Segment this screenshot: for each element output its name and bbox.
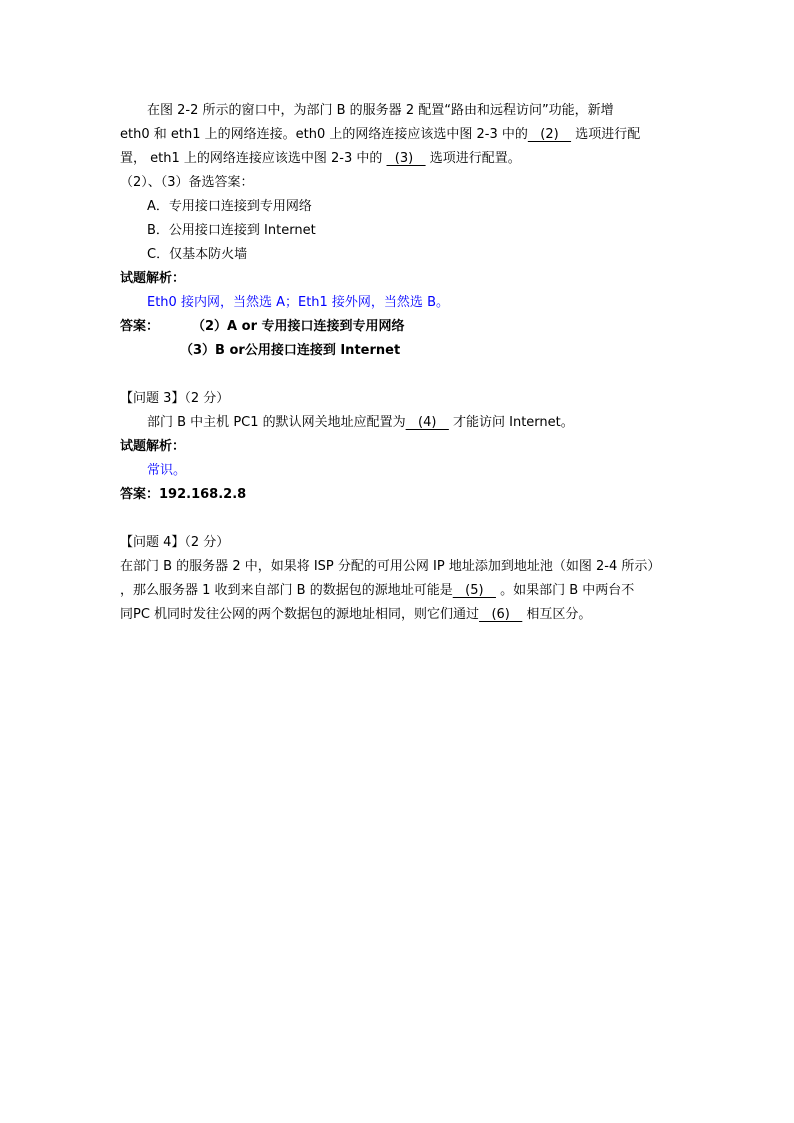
answer-line-2: （3）B or公用接口连接到 Internet — [180, 343, 401, 358]
q3-analysis-text: 常识。 — [147, 463, 187, 478]
q4-line-2 — [120, 582, 634, 600]
q3-heading: 【问题 3】（2 分） — [120, 391, 230, 406]
answer-blank-2: (2) — [527, 127, 572, 142]
q2-paragraph-line-3 — [120, 150, 521, 168]
q4-text: 。如果部门 B 中两台不 — [495, 583, 635, 598]
answer-blank-4: (4) — [405, 415, 449, 430]
q4-line-1: 在部门 B 的服务器 2 中，如果将 ISP 分配的可用公网 IP 地址添加到地址池（如图 2-4 所示） — [120, 559, 661, 574]
answer-blank-5: (5) — [452, 583, 496, 598]
answer-blank-3: (3) — [386, 151, 426, 166]
options-header: （2）、（3）备选答案： — [120, 175, 254, 190]
answer-line-1: （2）A or 专用接口连接到专用网络 — [192, 319, 405, 334]
q2-text: 选项进行配 — [571, 127, 641, 142]
q4-text: ，那么服务器 1 收到来自部门 B 的数据包的源地址可能是 — [120, 583, 453, 598]
q2-paragraph-line-2 — [120, 126, 640, 144]
q4-line-3 — [120, 606, 591, 624]
analysis-label: 试题解析： — [120, 271, 186, 286]
q3-text: 部门 B 中主机 PC1 的默认网关地址应配置为 — [147, 415, 406, 430]
option-b: B．公用接口连接到 Internet — [147, 223, 316, 238]
q4-text: 相互区分。 — [522, 607, 592, 622]
option-a: A．专用接口连接到专用网络 — [147, 199, 312, 214]
q4-text: 同PC 机同时发往公网的两个数据包的源地址相同，则它们通过 — [120, 607, 480, 622]
q4-heading: 【问题 4】（2 分） — [120, 535, 230, 550]
q2-paragraph-line-1 — [147, 102, 614, 120]
option-c: C．仅基本防火墙 — [147, 247, 248, 262]
q2-text: 置， eth1 上的网络连接应该选中图 2-3 中的 — [120, 151, 387, 166]
q2-text: eth0 和 eth1 上的网络连接。eth0 上的网络连接应该选中图 2-3 中的 — [120, 127, 528, 142]
answer-blank-6: (6) — [479, 607, 523, 622]
q3-analysis-label: 试题解析： — [120, 439, 186, 454]
answer-label: 答案： — [120, 319, 160, 334]
q3-answer: 答案：192.168.2.8 — [120, 487, 247, 502]
q3-text: 才能访问 Internet。 — [448, 415, 574, 430]
analysis-text: Eth0 接内网，当然选 A；Eth1 接外网，当然选 B。 — [147, 295, 449, 310]
answer-row-1 — [120, 318, 405, 336]
q2-text: 选项进行配置。 — [425, 151, 521, 166]
q3-question — [147, 414, 574, 432]
q2-text: 在图 2-2 所示的窗口中，为部门 B 的服务器 2 配置“路由和远程访问”功能，新增 — [147, 103, 614, 118]
